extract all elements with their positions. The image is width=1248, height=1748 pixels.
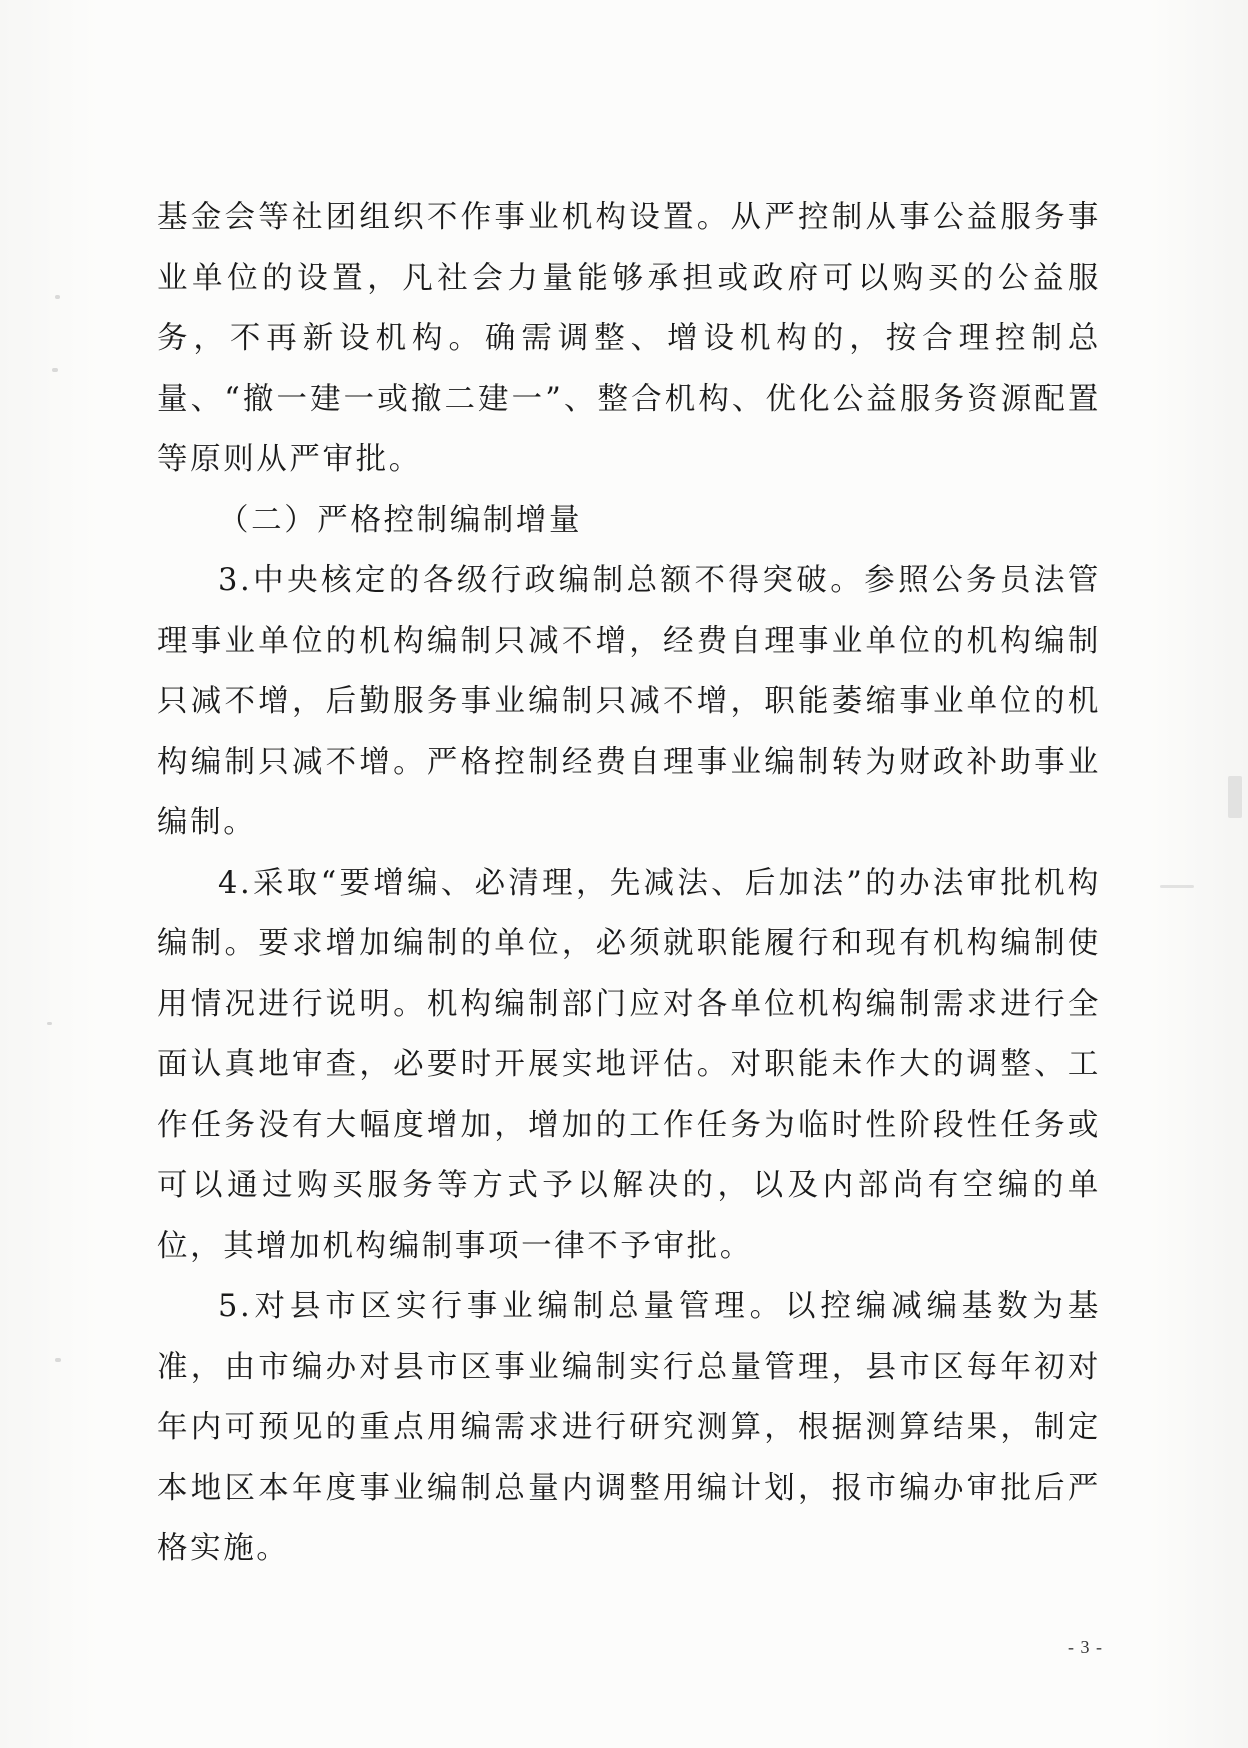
paragraph-5: 5.对县市区实行事业编制总量管理。以控编减编基数为基准，由市编办对县市区事业编制实行总量管理，县市区每年初对年内可预见的重点用编需求进行研究测算，根据测算结果，制定本地区本年度事业编制总量内调整用编计划，报市编办审批后严格实施。 (157, 1289, 1101, 1566)
page-number: - 3 - (1068, 1637, 1103, 1657)
scan-speck (1160, 885, 1194, 888)
paragraph-3: 3.中央核定的各级行政编制总额不得突破。参照公务员法管理事业单位的机构编制只减不增，经费自理事业单位的机构编制只减不增，后勤服务事业编制只减不增，职能萎缩事业单位的机构编制只减不增。严格控制经费自理事业编制转为财政补助事业编制。 (157, 563, 1101, 840)
scan-speck (52, 368, 58, 372)
section-heading: （二）严格控制编制增量 (218, 502, 583, 538)
scan-speck (55, 1358, 61, 1362)
paragraph-1: 基金会等社团组织不作事业机构设置。从严控制从事公益服务事业单位的设置，凡社会力量能够承担或政府可以购买的公益服务，不再新设机构。确需调整、增设机构的，按合理控制总量、“撤一建一或撤二建一”、整合机构、优化公益服务资源配置等原则从严审批。 (157, 200, 1101, 477)
scan-speck (55, 295, 60, 299)
scan-speck (1228, 776, 1242, 818)
scan-speck (47, 1022, 52, 1025)
paragraph-4: 4.采取“要增编、必清理，先减法、后加法”的办法审批机构编制。要求增加编制的单位，必须就职能履行和现有机构编制使用情况进行说明。机构编制部门应对各单位机构编制需求进行全面认真地审查，必要时开展实地评估。对职能未作大的调整、工作任务没有大幅度增加，增加的工作任务为临时性阶段性任务或可以通过购买服务等方式予以解决的，以及内部尚有空编的单位，其增加机构编制事项一律不予审批。 (157, 865, 1101, 1264)
document-body (157, 188, 1101, 1580)
